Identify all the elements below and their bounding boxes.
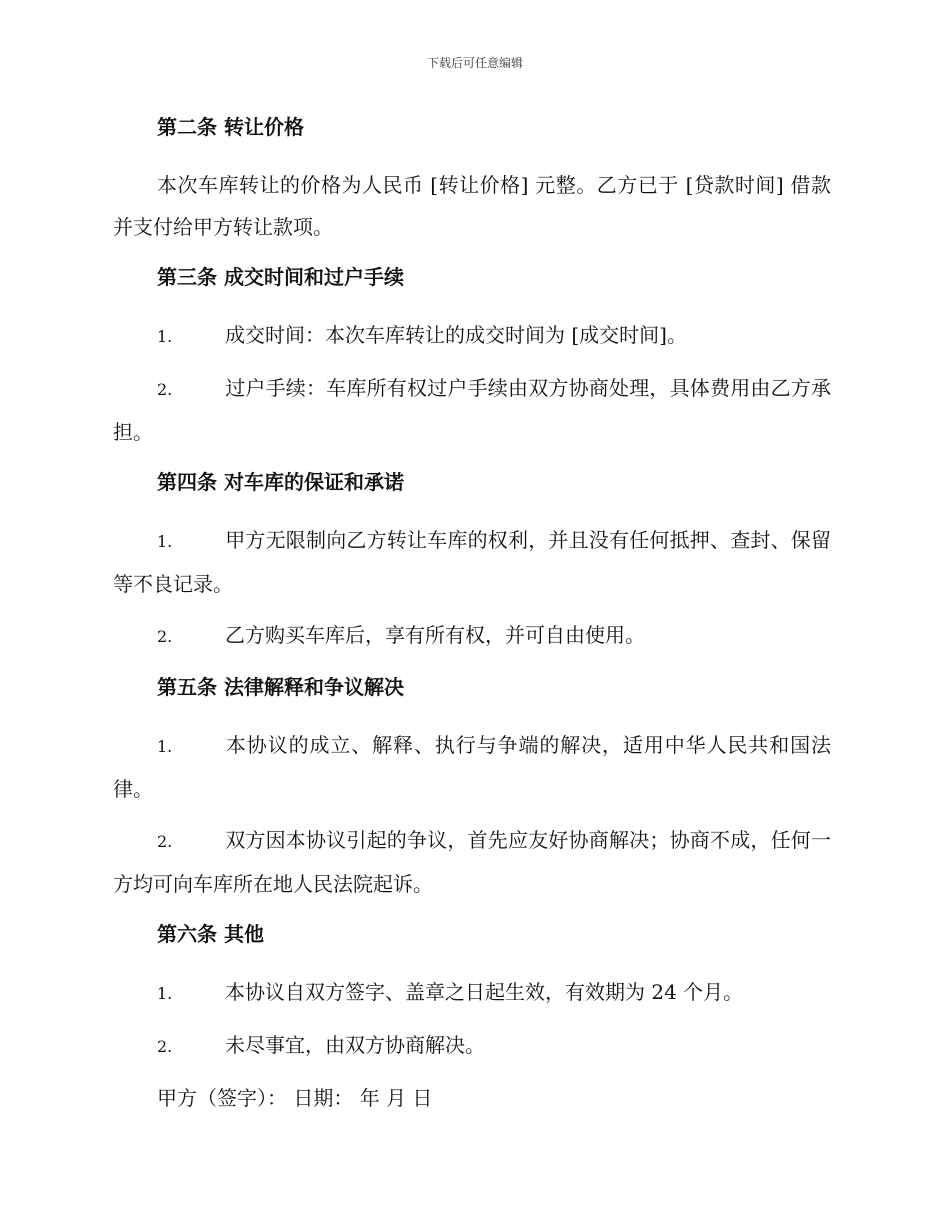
list-number: 2. <box>157 832 173 851</box>
list-item-text: 乙方购买车库后，享有所有权，并可自由使用。 <box>225 623 645 647</box>
list-number: 1. <box>157 737 173 756</box>
list-number: 2. <box>157 627 173 646</box>
page-header-note: 下载后可任意编辑 <box>426 56 523 70</box>
section-3-item-2 <box>113 367 831 453</box>
section-3-item-1 <box>113 314 831 358</box>
section-3-heading: 第三条 成交时间和过户手续 <box>157 265 404 289</box>
list-item-text: 成交时间：本次车库转让的成交时间为 [成交时间]。 <box>225 323 687 347</box>
section-5-item-2 <box>113 819 831 905</box>
section-2-body: 本次车库转让的价格为人民币 [转让价格] 元整。乙方已于 [贷款时间] 借款并支付给甲方转让款项。 <box>113 173 831 239</box>
section-6-item-2 <box>113 1024 831 1068</box>
section-5-heading: 第五条 法律解释和争议解决 <box>157 675 404 699</box>
section-4-item-2 <box>113 614 831 658</box>
list-item-text: 双方因本协议引起的争议，首先应友好协商解决；协商不成，任何一方均可向车库所在地人民法院起诉。 <box>113 828 831 896</box>
section-5-item-1 <box>113 724 831 810</box>
list-number: 1. <box>157 327 173 346</box>
signature-line: 甲方（签字）： 日期： 年 月 日 <box>157 1086 433 1110</box>
list-number: 1. <box>157 984 173 1003</box>
list-item-text: 过户手续：车库所有权过户手续由双方协商处理，具体费用由乙方承担。 <box>113 376 831 444</box>
list-number: 1. <box>157 532 173 551</box>
section-4-heading: 第四条 对车库的保证和承诺 <box>157 470 404 494</box>
list-number: 2. <box>157 380 173 399</box>
list-number: 2. <box>157 1037 173 1056</box>
document-body <box>113 112 831 1119</box>
section-4-item-1 <box>113 519 831 605</box>
section-6-heading: 第六条 其他 <box>157 922 264 946</box>
list-item-text: 甲方无限制向乙方转让车库的权利，并且没有任何抵押、查封、保留等不良记录。 <box>113 528 831 596</box>
list-item-text: 本协议自双方签字、盖章之日起生效，有效期为 24 个月。 <box>225 980 744 1004</box>
section-6-item-1 <box>113 971 831 1015</box>
section-2-heading: 第二条 转让价格 <box>157 115 304 139</box>
list-item-text: 未尽事宜，由双方协商解决。 <box>225 1033 485 1057</box>
list-item-text: 本协议的成立、解释、执行与争端的解决，适用中华人民共和国法律。 <box>113 733 831 801</box>
